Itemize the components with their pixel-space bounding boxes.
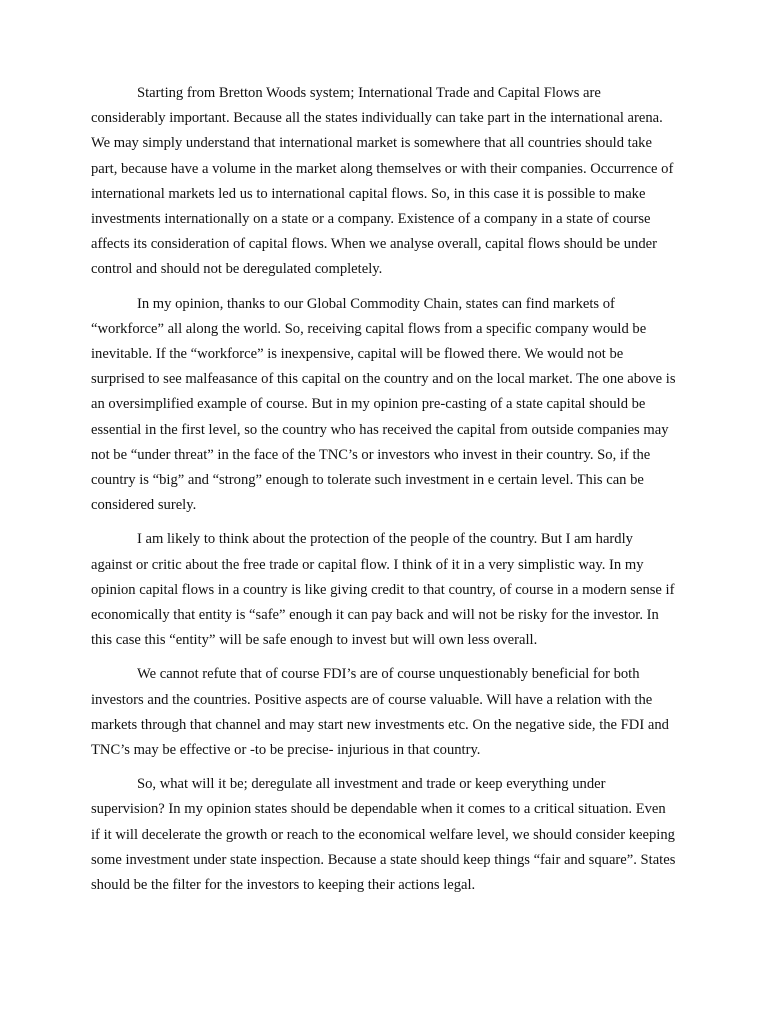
document-page [91, 81, 677, 907]
paragraph-3: I am likely to think about the protection of the people of the country. But I am hardly against or critic about the free trade or capital flow. I think of it in a very simplistic way. In my opinion capital flows in a country is like giving credit to that country, of course in a modern sense if economically that entity is “safe” enough it can pay back and will not be risky for the investor. In this case this “entity” will be safe enough to invest but will own less overall. [91, 531, 675, 649]
paragraph-2: In my opinion, thanks to our Global Commodity Chain, states can find markets of “workforce” all along the world. So, receiving capital flows from a specific company would be inevitable. If the “workforce” is inexpensive, capital will be flowed there. We would not be surprised to see malfeasance of this capital on the country and on the local market. The one above is an oversimplified example of course. But in my opinion pre-casting of a state capital should be essential in the first level, so the country who has received the capital from outside companies may not be “under threat” in the face of the TNC’s or investors who invest in their country. So, if the country is “big” and “strong” enough to tolerate such investment in e certain level. This can be considered surely. [91, 295, 676, 514]
paragraph-1: Starting from Bretton Woods system; International Trade and Capital Flows are considerably important. Because all the states individually can take part in the international arena. We may simply understand that international market is somewhere that all countries should take part, because have a volume in the market along themselves or with their companies. Occurrence of international markets led us to international capital flows. So, in this case it is possible to make investments internationally on a state or a company. Existence of a company in a state of course affects its consideration of capital flows. When we analyse overall, capital flows should be under control and should not be deregulated completely. [91, 85, 674, 278]
paragraph-4: We cannot refute that of course FDI’s are of course unquestionably beneficial for both investors and the countries. Positive aspects are of course valuable. Will have a relation with the markets through that channel and may start new investments etc. On the negative side, the FDI and TNC’s may be effective or -to be precise- injurious in that country. [91, 666, 669, 759]
paragraph-5: So, what will it be; deregulate all investment and trade or keep everything under supervision? In my opinion states should be dependable when it comes to a critical situation. Even if it will decelerate the growth or reach to the economical welfare level, we should consider keeping some investment under state inspection. Because a state should keep things “fair and square”. States should be the filter for the investors to keeping their actions legal. [91, 776, 676, 894]
